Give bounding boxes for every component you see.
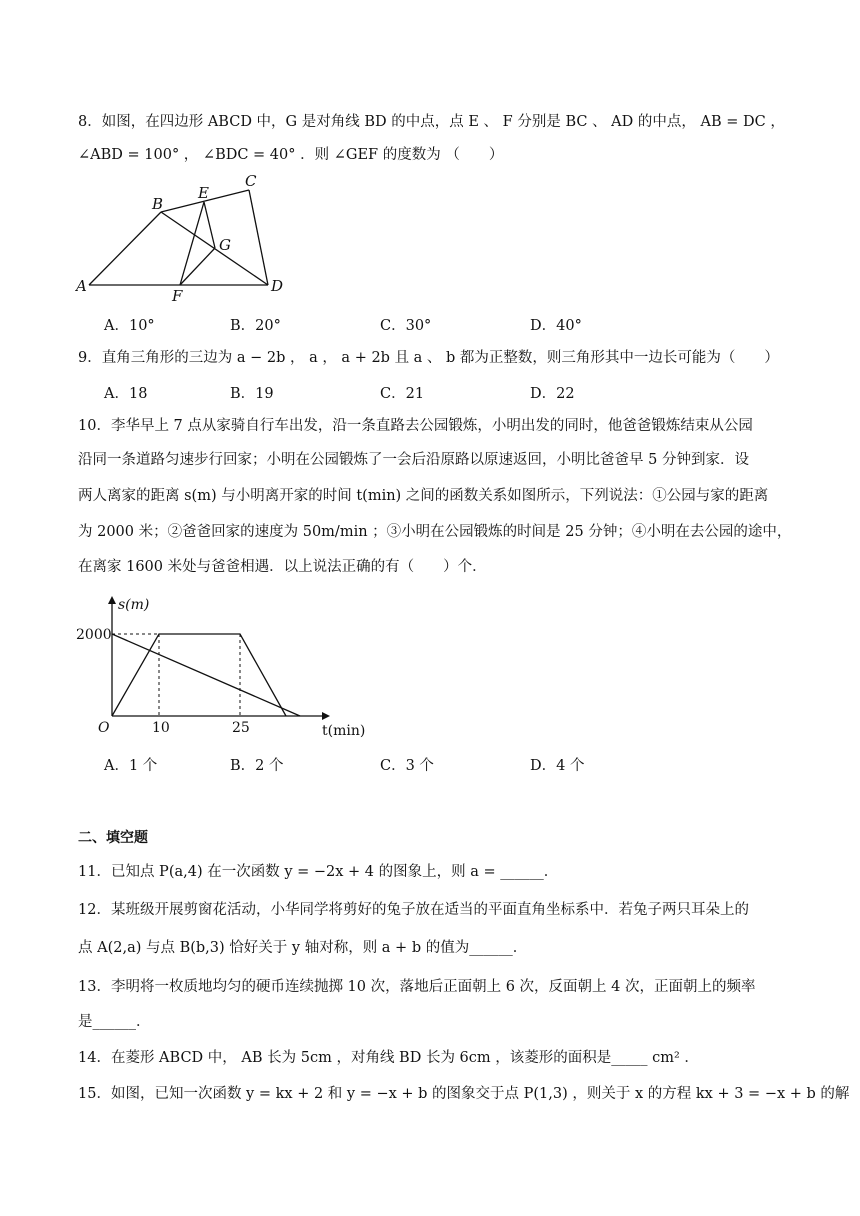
q9-option-a[interactable]: A．18 (104, 386, 148, 402)
q9-option-c[interactable]: C．21 (380, 386, 425, 402)
label-d: D (271, 277, 284, 295)
q10-text-line5: 在离家 1600 米处与爸爸相遇．以上说法正确的有（ ）个． (78, 559, 487, 575)
q12-text-line1: 12．某班级开展剪窗花活动，小华同学将剪好的兔子放在适当的平面直角坐标系中．若兔子两只耳朵上的 (78, 902, 749, 918)
x-axis-arrow (322, 712, 330, 720)
q12-text-line2: 点 A(2,a) 与点 B(b,3) 恰好关于 y 轴对称，则 a + b 的值为______． (78, 940, 528, 956)
q13-text-line2: 是______． (78, 1014, 151, 1030)
label-e: E (198, 184, 209, 202)
q8-option-c[interactable]: C．30° (380, 318, 432, 334)
q10-option-d[interactable]: D．4 个 (530, 758, 585, 774)
section-fill-in-title: 二、填空题 (78, 830, 148, 846)
q8-option-a[interactable]: A．10° (104, 318, 155, 334)
q9-option-b[interactable]: B．19 (230, 386, 274, 402)
x-tick-25: 25 (232, 720, 250, 736)
q10-option-a[interactable]: A．1 个 (104, 758, 158, 774)
x-axis-label: t(min) (322, 723, 366, 739)
segment-ab (89, 212, 161, 285)
q10-text-line2: 沿同一条道路匀速步行回家；小明在公园锻炼了一会后沿原路以原速返回，小明比爸爸早 5 分钟到家．设 (78, 452, 749, 468)
x-tick-10: 10 (152, 720, 170, 736)
q10-option-b[interactable]: B．2 个 (230, 758, 284, 774)
father-line (112, 634, 300, 716)
q10-text-line4: 为 2000 米；②爸爸回家的速度为 50m/min ；③小明在公园锻炼的时间是 25 分钟；④小明在去公园的途中， (78, 524, 792, 540)
q14-text-line1: 14．在菱形 ABCD 中， AB 长为 5cm ，对角线 BD 长为 6cm ，该菱形的面积是_____ cm² ． (78, 1050, 699, 1066)
label-a: A (76, 277, 87, 295)
q8-text-line2: ∠ABD = 100° ， ∠BDC = 40° ．则 ∠GEF 的度数为 （ ） (78, 147, 504, 163)
label-f: F (172, 287, 183, 305)
y-axis-label: s(m) (118, 597, 150, 613)
q9-option-d[interactable]: D．22 (530, 386, 575, 402)
q13-text-line1: 13．李明将一枚质地均匀的硬币连续抛掷 10 次，落地后正面朝上 6 次，反面朝上 4 次，正面朝上的频率 (78, 979, 756, 995)
q11-text-line1: 11．已知点 P(a,4) 在一次函数 y = −2x + 4 的图象上，则 a = ______． (78, 864, 559, 880)
origin-label: O (98, 720, 110, 736)
label-g: G (219, 236, 231, 254)
label-b: B (152, 195, 164, 213)
q10-text-line3: 两人离家的距离 s(m) 与小明离开家的时间 t(min) 之间的函数关系如图所示，下列说法：①公园与家的距离 (78, 488, 769, 504)
q9-text-line1: 9．直角三角形的三边为 a − 2b ， a ， a + 2b 且 a 、 b 都为正整数，则三角形其中一边长可能为（ ） (78, 350, 779, 366)
xiaoming-line (112, 634, 286, 716)
q8-text-line1: 8．如图，在四边形 ABCD 中，G 是对角线 BD 的中点，点 E 、 F 分别是 BC 、 AD 的中点， AB = DC ， (78, 114, 785, 130)
q10-option-c[interactable]: C．3 个 (380, 758, 434, 774)
y-axis-arrow (108, 596, 116, 604)
q15-text-line1: 15．如图，已知一次函数 y = kx + 2 和 y = −x + b 的图象交于点 P(1,3) ，则关于 x 的方程 kx + 3 = −x + b 的解 (78, 1086, 850, 1102)
q10-text-line1: 10．李华早上 7 点从家骑自行车出发，沿一条直路去公园锻炼，小明出发的同时，他爸爸锻炼结束从公园 (78, 418, 753, 434)
q8-quadrilateral-figure (75, 170, 295, 305)
y-tick-2000: 2000 (76, 627, 112, 643)
q8-option-d[interactable]: D．40° (530, 318, 582, 334)
q8-option-b[interactable]: B．20° (230, 318, 281, 334)
segment-eg (204, 202, 215, 248)
label-c: C (245, 172, 257, 190)
segment-cd (249, 190, 268, 285)
q10-distance-time-graph (70, 592, 370, 742)
